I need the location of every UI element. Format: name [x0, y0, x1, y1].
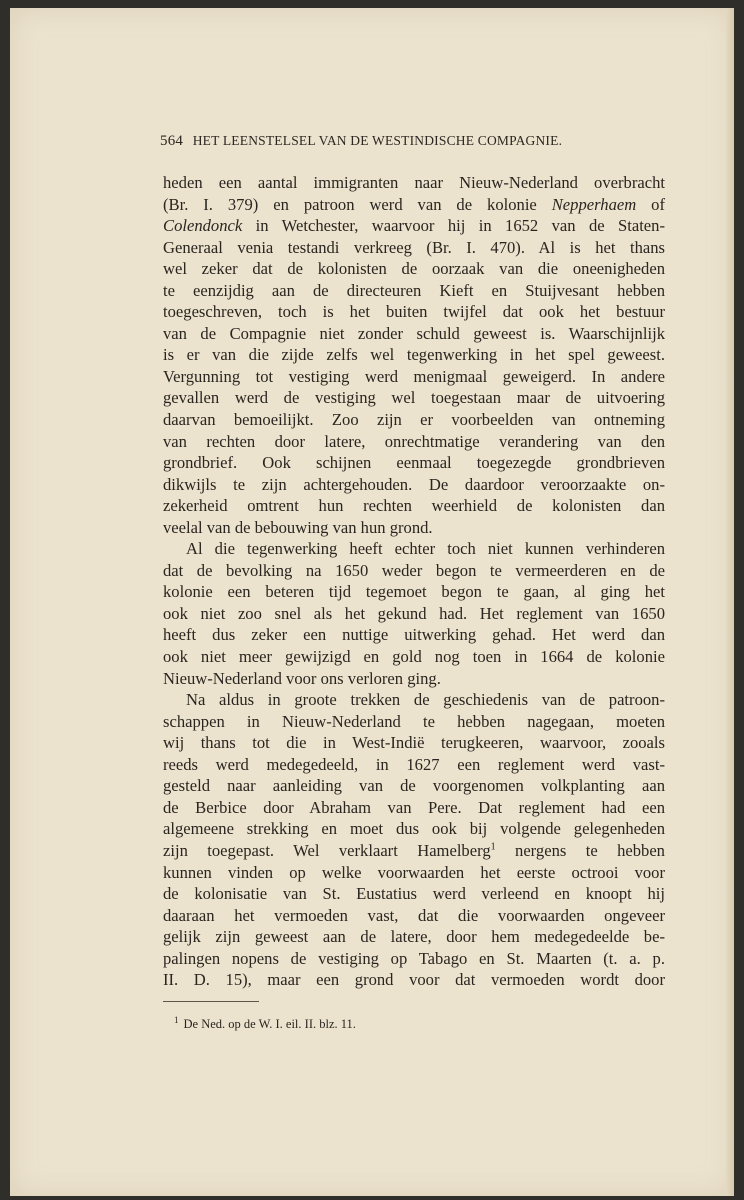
text-line: zekerheid omtrent hun rechten weerhield de kolonisten dan — [163, 496, 665, 516]
text-line — [163, 215, 665, 237]
page-number: 564 — [160, 133, 184, 149]
text-line: Vergunning tot vestiging werd menigmaal geweigerd. In andere — [163, 366, 665, 386]
text-line — [163, 840, 665, 862]
text-fragment: zijn toegepast. Wel verklaart Hamelberg — [163, 840, 491, 860]
text-line: van de Compagnie niet zonder schuld geweest is. Waarschijnlijk — [163, 323, 665, 343]
footnote-reference: 1 — [490, 841, 496, 853]
text-line: de Berbice door Abraham van Pere. Dat reglement had een — [163, 797, 665, 817]
text-line: Generaal venia testandi verkreeg (Br. I. 470). Al is het thans — [163, 237, 665, 257]
text-line: kolonie een beteren tijd tegemoet begon te gaan, al ging het — [163, 582, 665, 602]
text-line: kunnen vinden op welke voorwaarden het eerste octrooi voor — [163, 862, 665, 882]
text-line: II. D. 15), maar een grond voor dat vermoeden wordt door — [163, 970, 665, 990]
text-line: daaraan het vermoeden vast, dat die voorwaarden ongeveer — [163, 905, 665, 925]
text-line: algemeene strekking en moet dus ook bij volgende gelegenheden — [163, 819, 665, 839]
text-line — [163, 194, 665, 216]
text-fragment: (Br. I. 379) en patroon werd van de kolonie — [163, 194, 537, 214]
text-fragment: in Wetchester, waarvoor hij in 1652 van de Staten- — [255, 216, 665, 236]
text-line: daarvan bemoeilijkt. Zoo zijn er voorbeelden van ontneming — [163, 410, 665, 430]
page-edge — [726, 8, 734, 1196]
footnote-mark: 1 — [174, 1015, 179, 1025]
text-line: de kolonisatie van St. Eustatius werd verleend en knoopt hij — [163, 884, 665, 904]
text-line: ook niet zoo snel als het gekund had. Het reglement van 1650 — [163, 603, 665, 623]
italic-name: Nepperhaem — [551, 194, 637, 214]
running-title: HET LEENSTELSEL VAN DE WESTINDISCHE COMPAGNIE. — [192, 133, 563, 148]
text-line: toegeschreven, toch is het buiten twijfel dat ook het bestuur — [163, 302, 665, 322]
text-fragment: of — [651, 194, 665, 214]
text-line: wij thans tot die in West-Indië terugkeeren, waarvoor, zooals — [163, 733, 665, 753]
text-line: Al die tegenwerking heeft echter toch niet kunnen verhinderen — [186, 539, 665, 559]
italic-name: Colendonck — [163, 216, 243, 236]
text-line: dikwijls te zijn achtergehouden. De daardoor veroorzaakte on- — [163, 474, 665, 494]
text-line: schappen in Nieuw-Nederland te hebben nagegaan, moeten — [163, 711, 665, 731]
running-head — [160, 133, 628, 150]
text-fragment: nergens te hebben — [515, 840, 665, 860]
text-line: ook niet meer gewijzigd en gold nog toen in 1664 de kolonie — [163, 647, 665, 667]
text-line: gesteld naar aanleiding van de voorgenomen volkplanting aan — [163, 776, 665, 796]
text-line: is er van die zijde zelfs wel tegenwerking in het spel geweest. — [163, 345, 665, 365]
body-text — [163, 172, 665, 991]
footnote — [174, 1015, 356, 1032]
text-line: Na aldus in groote trekken de geschiedenis van de patroon- — [186, 690, 665, 710]
text-line: heden een aantal immigranten naar Nieuw-Nederland overbracht — [163, 173, 665, 192]
text-line: veelal van de bebouwing van hun grond. — [163, 517, 433, 537]
footnote-text: De Ned. op de W. I. eil. II. blz. 11. — [183, 1017, 356, 1032]
text-line: reeds werd medegedeeld, in 1627 een reglement werd vast- — [163, 754, 665, 774]
text-line: grondbrief. Ook schijnen eenmaal toegezegde grondbrieven — [163, 453, 665, 473]
text-line: te eenzijdig aan de directeuren Kieft en Stuijvesant hebben — [163, 280, 665, 300]
text-line: dat de bevolking na 1650 weder begon te vermeerderen en de — [163, 560, 665, 580]
text-line: gevallen werd de vestiging wel toegestaan maar de uitvoering — [163, 388, 665, 408]
text-line: van rechten door latere, onrechtmatige verandering van den — [163, 431, 665, 451]
text-line: Nieuw-Nederland voor ons verloren ging. — [163, 668, 441, 688]
text-line: wel zeker dat de kolonisten de oorzaak van die oneenigheden — [163, 259, 665, 279]
text-line: heeft dus zeker een nuttige uitwerking gehad. Het werd dan — [163, 625, 665, 645]
text-line: palingen nopens de vestiging op Tabago en St. Maarten (t. a. p. — [163, 948, 665, 968]
footnote-divider — [163, 1001, 259, 1002]
text-line: gelijk zijn geweest aan de latere, door hem medegedeelde be- — [163, 927, 665, 947]
